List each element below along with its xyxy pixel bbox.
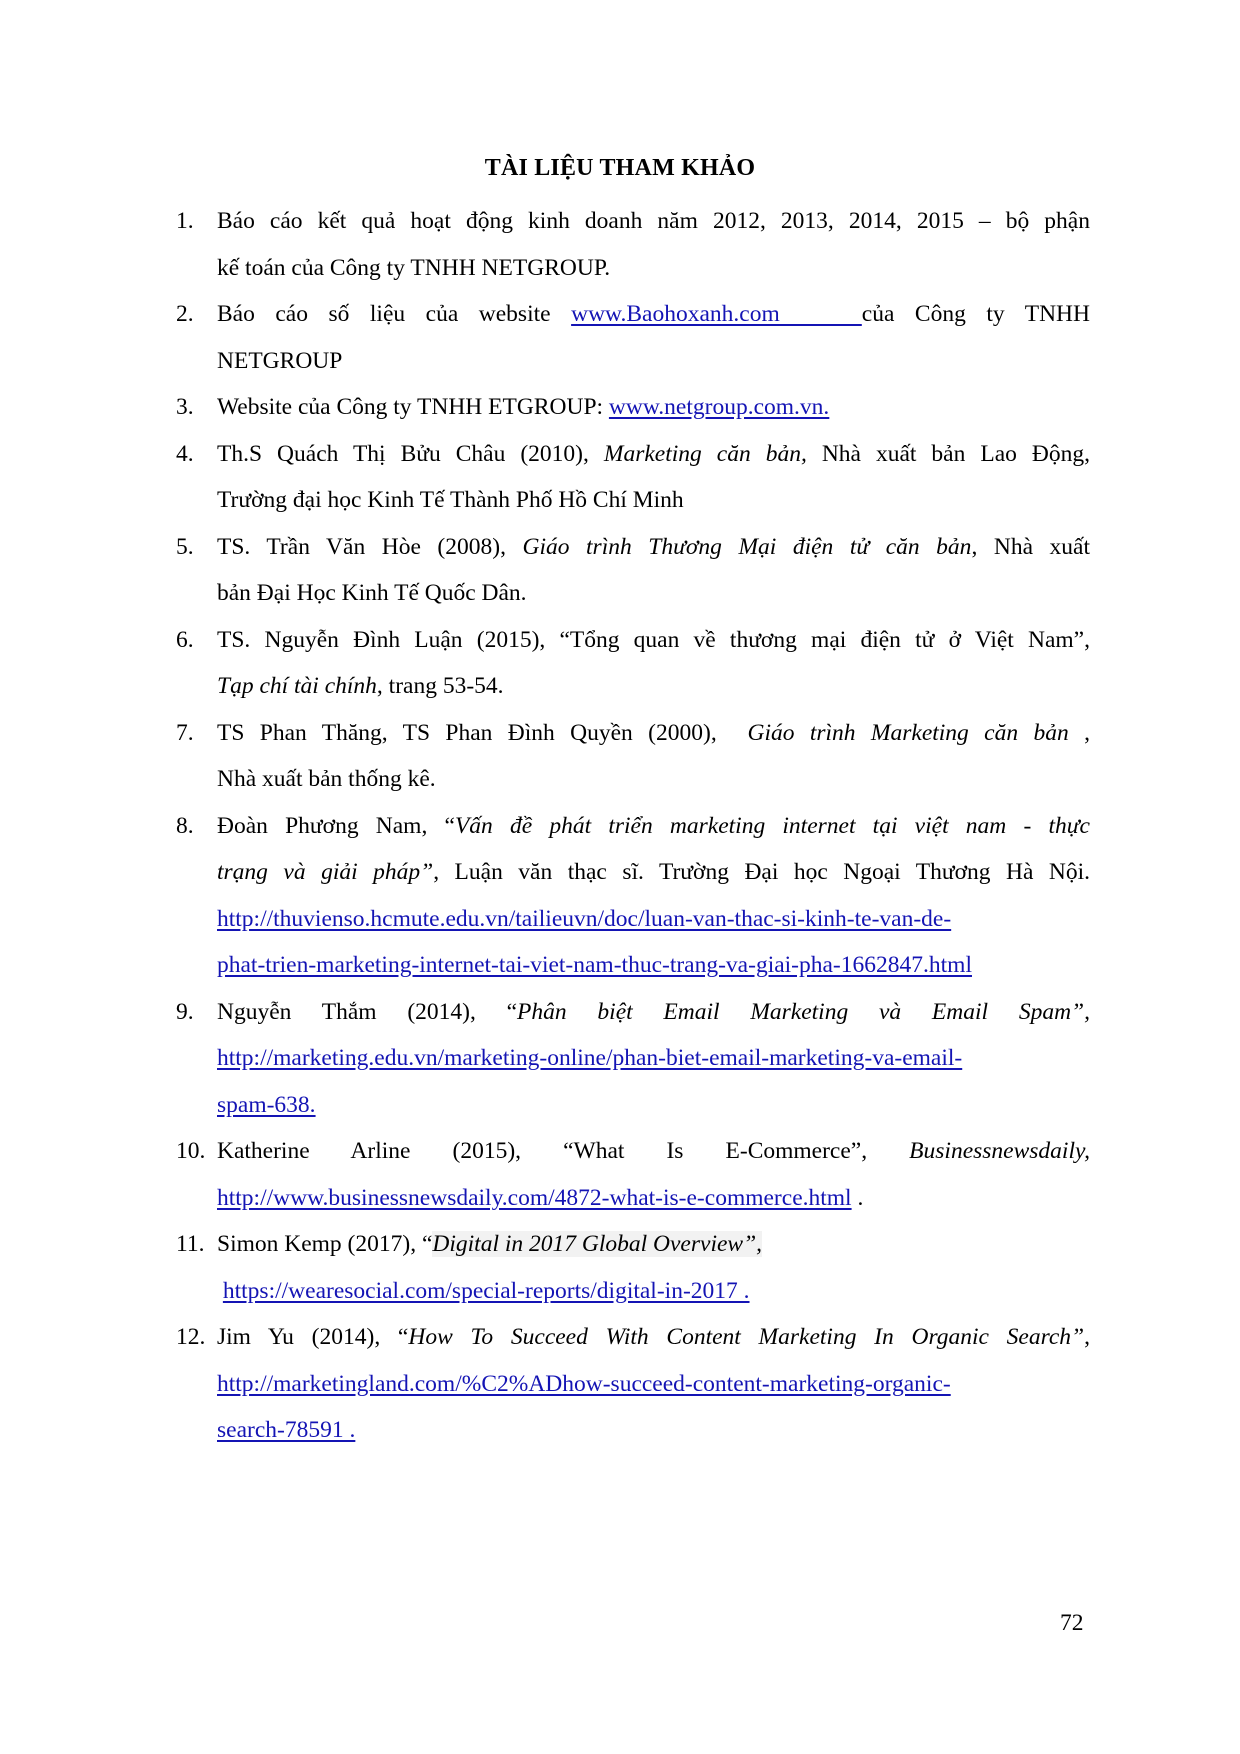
reference-number: 9. bbox=[176, 998, 194, 1025]
reference-line bbox=[217, 431, 1090, 478]
page-number: 72 bbox=[1060, 1610, 1084, 1636]
reference-text: Trường đại học Kinh Tế Thành Phố Hồ Chí Minh bbox=[217, 487, 684, 513]
reference-line bbox=[217, 1314, 1090, 1361]
reference-line bbox=[217, 570, 1090, 617]
reference-title: Vấn đề phát triển marketing internet tại việt nam - thực bbox=[454, 812, 1090, 839]
reference-item bbox=[176, 1128, 1090, 1221]
reference-text: Simon Kemp (2017), “ bbox=[217, 1231, 433, 1257]
reference-link[interactable]: http://marketingland.com/%C2%ADhow-succeed-content-marketing-organic- bbox=[217, 1370, 951, 1397]
reference-line bbox=[217, 663, 1090, 710]
page-title: TÀI LIỆU THAM KHẢO bbox=[484, 155, 756, 181]
reference-item bbox=[176, 710, 1090, 803]
reference-item bbox=[176, 803, 1090, 989]
reference-line bbox=[217, 803, 1090, 850]
reference-item bbox=[176, 291, 1090, 384]
reference-number: 12. bbox=[176, 1324, 206, 1350]
reference-text: , trang 53-54. bbox=[376, 673, 504, 699]
reference-line bbox=[217, 1035, 1090, 1082]
reference-line bbox=[217, 849, 1090, 896]
reference-text: TS Phan Thăng, TS Phan Đình Quyền (2000), bbox=[217, 719, 748, 746]
reference-item bbox=[176, 1314, 1090, 1454]
reference-text: . bbox=[851, 1184, 864, 1211]
reference-text: kế toán của Công ty TNHH NETGROUP. bbox=[217, 254, 611, 281]
reference-number: 6. bbox=[176, 626, 194, 653]
reference-text: , Luận văn thạc sĩ. Trường Đại học Ngoại Thương Hà Nội. bbox=[433, 859, 1091, 885]
reference-text: Katherine Arline (2015), “What Is E-Commerce”, bbox=[217, 1138, 910, 1164]
reference-number: 2. bbox=[176, 301, 194, 327]
reference-link[interactable]: http://www.businessnewsdaily.com/4872-what-is-e-commerce.html bbox=[217, 1184, 852, 1211]
reference-line bbox=[217, 756, 1090, 803]
reference-title: Giáo trình Marketing căn bản bbox=[747, 719, 1069, 746]
reference-item bbox=[176, 617, 1090, 710]
reference-text: Nhà xuất bản Lao Động, bbox=[806, 440, 1090, 467]
reference-title: How To Succeed With Content Marketing In Organic Search” bbox=[408, 1324, 1085, 1350]
reference-line bbox=[217, 710, 1090, 757]
reference-item bbox=[176, 431, 1090, 524]
reference-item bbox=[176, 384, 1090, 431]
reference-number: 1. bbox=[176, 208, 194, 234]
reference-number: 4. bbox=[176, 440, 194, 467]
reference-text: TS. Trần Văn Hòe (2008), bbox=[217, 533, 523, 560]
reference-title: Phân biệt Email Marketing và Email Spam”, bbox=[517, 998, 1090, 1025]
reference-line bbox=[217, 1175, 1090, 1222]
reference-text: Đoàn Phương Nam, “ bbox=[217, 812, 455, 839]
reference-number: 11. bbox=[176, 1231, 205, 1257]
reference-line bbox=[217, 942, 1090, 989]
reference-text: Nhà xuất bản thống kê. bbox=[217, 766, 436, 792]
reference-line bbox=[217, 524, 1090, 571]
reference-text: Th.S Quách Thị Bửu Châu (2010), bbox=[217, 440, 604, 467]
reference-line bbox=[217, 477, 1090, 524]
reference-line bbox=[217, 896, 1090, 943]
reference-text: Website của Công ty TNHH ETGROUP: bbox=[217, 394, 609, 420]
reference-line bbox=[217, 291, 1090, 338]
reference-link[interactable]: www.netgroup.com.vn. bbox=[608, 394, 830, 420]
reference-link[interactable]: http://thuvienso.hcmute.edu.vn/tailieuvn/doc/luan-van-thac-si-kinh-te-van-de- bbox=[217, 905, 952, 932]
reference-line bbox=[217, 617, 1090, 664]
reference-item bbox=[176, 524, 1090, 617]
reference-text: Báo cáo số liệu của website bbox=[217, 301, 572, 327]
reference-text: Báo cáo kết quả hoạt động kinh doanh năm 2012, 2013, 2014, 2015 – bộ phận bbox=[217, 208, 1090, 234]
reference-line bbox=[217, 989, 1090, 1036]
reference-item bbox=[176, 1221, 1090, 1314]
reference-title: Digital in 2017 Global Overview”, bbox=[432, 1231, 763, 1257]
reference-number: 8. bbox=[176, 812, 194, 839]
reference-link[interactable]: spam-638. bbox=[217, 1091, 316, 1118]
reference-number: 7. bbox=[176, 719, 194, 746]
reference-text: , bbox=[1068, 719, 1090, 746]
reference-title: trạng và giải pháp” bbox=[217, 859, 434, 885]
reference-text: NETGROUP bbox=[217, 347, 343, 374]
reference-number: 3. bbox=[176, 394, 194, 420]
reference-link[interactable]: phat-trien-marketing-internet-tai-viet-nam-thuc-trang-va-giai-pha-1662847.html bbox=[217, 952, 972, 978]
reference-line bbox=[217, 1407, 1090, 1454]
reference-list bbox=[176, 198, 1090, 1454]
reference-title: Tạp chí tài chính bbox=[217, 673, 377, 699]
reference-line bbox=[217, 1268, 1090, 1315]
reference-text: Nguyễn Thắm (2014), “ bbox=[217, 998, 518, 1025]
reference-line bbox=[217, 384, 1090, 431]
reference-item bbox=[176, 198, 1090, 291]
reference-link[interactable]: http://marketing.edu.vn/marketing-online/phan-biet-email-marketing-va-email- bbox=[217, 1045, 963, 1071]
reference-text: của Công ty TNHH bbox=[861, 301, 1090, 327]
reference-link[interactable]: https://wearesocial.com/special-reports/digital-in-2017 . bbox=[222, 1277, 750, 1304]
reference-text: , bbox=[1084, 1324, 1091, 1350]
reference-text: Jim Yu (2014), “ bbox=[217, 1324, 409, 1350]
reference-line bbox=[217, 198, 1090, 245]
reference-number: 5. bbox=[176, 533, 194, 560]
reference-text: bản Đại Học Kinh Tế Quốc Dân. bbox=[217, 580, 527, 606]
reference-line bbox=[217, 338, 1090, 385]
reference-title: Businessnewsdaily, bbox=[909, 1138, 1090, 1164]
reference-item bbox=[176, 989, 1090, 1129]
reference-title: Marketing căn bản, bbox=[603, 440, 807, 467]
reference-line bbox=[217, 1361, 1090, 1408]
reference-link[interactable]: www.Baohoxanh.com bbox=[571, 301, 862, 327]
reference-line bbox=[217, 245, 1090, 292]
reference-link[interactable]: search-78591 . bbox=[217, 1417, 356, 1443]
reference-line bbox=[217, 1221, 1090, 1268]
reference-text: TS. Nguyễn Đình Luận (2015), “Tổng quan về thương mại điện tử ở Việt Nam”, bbox=[217, 626, 1090, 653]
reference-title: Giáo trình Thương Mại điện tử căn bản bbox=[522, 533, 972, 560]
reference-number: 10. bbox=[176, 1138, 206, 1164]
reference-line bbox=[217, 1128, 1090, 1175]
reference-text: , Nhà xuất bbox=[971, 533, 1090, 560]
reference-line bbox=[217, 1082, 1090, 1129]
